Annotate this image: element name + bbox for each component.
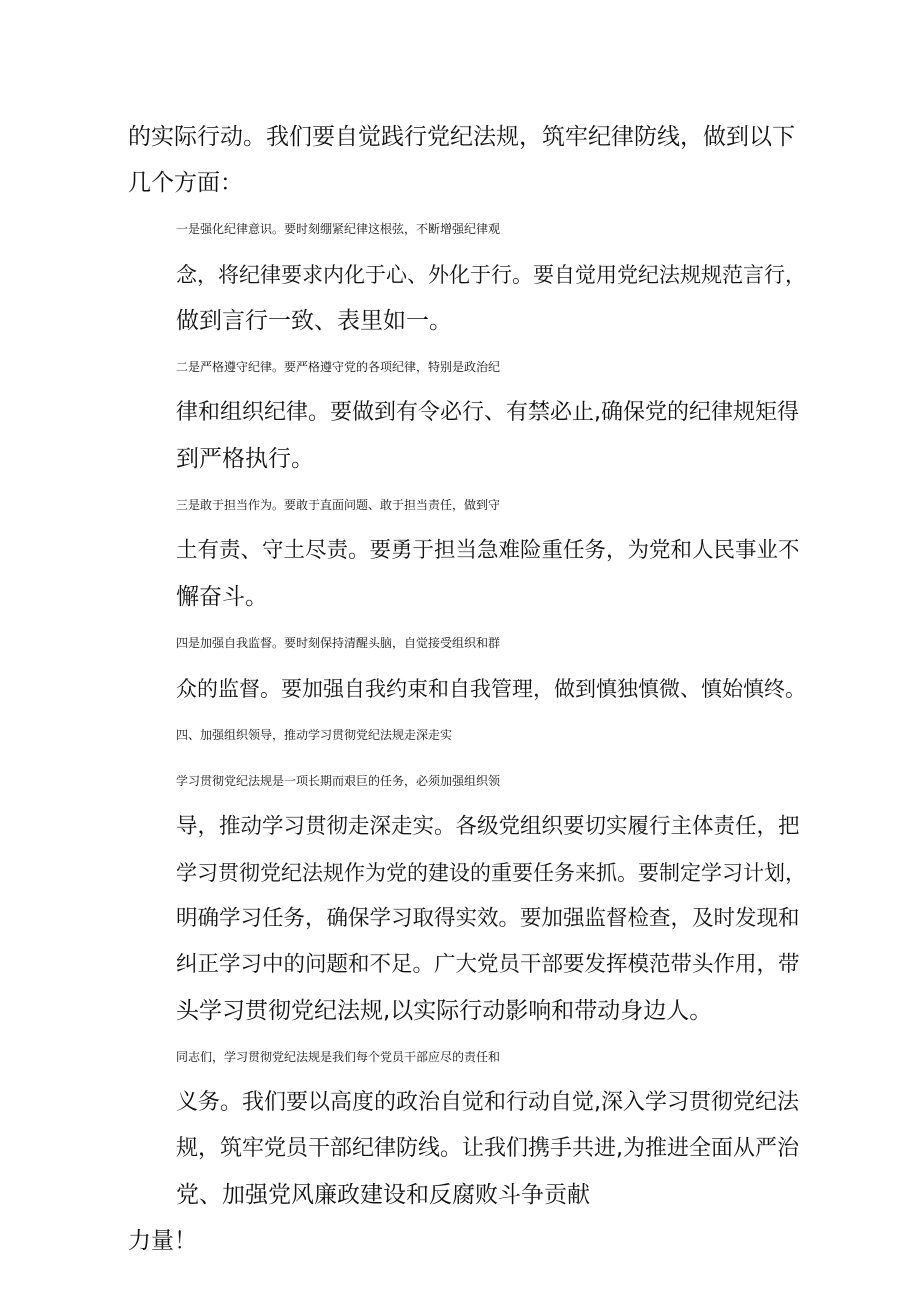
text-line: 学习贯彻党纪法规作为党的建设的重要任务来抓。要制定学习计划，: [176, 861, 806, 885]
paragraph: [128, 712, 808, 758]
paragraph: [128, 1218, 808, 1264]
paragraph: [128, 1034, 808, 1218]
text-line: 土有责、守土尽责。要勇于担当急难险重任务，为党和人民事业不: [176, 538, 800, 563]
text-line: 的实际行动。我们要自觉践行党纪法规，筑牢纪律防线，做到以下: [128, 124, 795, 150]
text-line: 到严格执行。: [176, 446, 314, 472]
text-line: 二是严格遵守纪律。要严格遵守党的各项纪律，特别是政治纪: [176, 360, 501, 374]
text-line: 众的监督。要加强自我约束和自我管理，做到慎独慎微、慎始慎终。: [176, 677, 806, 701]
paragraph: [128, 482, 808, 620]
text-line: 懈奋斗。: [176, 584, 268, 610]
paragraph: [128, 758, 808, 1034]
text-line: 念，将纪律要求内化于心、外化于行。要自觉用党纪法规规范言行，: [176, 263, 806, 287]
text-line: 义务。我们要以高度的政治自觉和行动自觉,深入学习贯彻党纪法: [176, 1090, 799, 1115]
text-line: 做到言行一致、表里如一。: [176, 308, 452, 334]
text-line: 导，推动学习贯彻走深走实。各级党组织要切实履行主体责任，把: [176, 814, 800, 839]
text-line: 力量！: [128, 1228, 197, 1254]
text-line: 三是敢于担当作为。要敢于直面问题、敢于担当责任，做到守: [176, 498, 501, 512]
text-line: 规，筑牢党员干部纪律防线。让我们携手共进,为推进全面从严治: [176, 1136, 799, 1161]
text-line: 党、加强党风廉政建设和反腐败斗争贡献: [176, 1182, 590, 1208]
text-line: 律和组织纪律。要做到有令必行、有禁必止,确保党的纪律规矩得: [176, 400, 799, 425]
paragraph: [128, 114, 808, 206]
text-line: 学习贯彻党纪法规是一项长期而艰巨的任务，必须加强组织领: [176, 774, 501, 788]
paragraph: [128, 620, 808, 712]
text-line: 四是加强自我监督。要时刻保持清醒头脑，自觉接受组织和群: [176, 636, 501, 650]
text-line: 明确学习任务，确保学习取得实效。要加强监督检查，及时发现和: [176, 906, 800, 931]
document-body: [128, 114, 808, 1264]
text-line: 四、加强组织领导，推动学习贯彻党纪法规走深走实: [176, 728, 453, 742]
text-line: 头学习贯彻党纪法规,以实际行动影响和带动身边人。: [176, 998, 713, 1024]
paragraph: [128, 344, 808, 482]
paragraph: [128, 206, 808, 344]
text-line: 纠正学习中的问题和不足。广大党员干部要发挥模范带头作用，带: [176, 952, 800, 977]
text-line: 几个方面：: [128, 170, 243, 196]
text-line: 一是强化纪律意识。要时刻绷紧纪律这根弦，不断增强纪律观: [176, 222, 501, 236]
text-line: 同志们，学习贯彻党纪法规是我们每个党员干部应尽的责任和: [176, 1050, 501, 1064]
